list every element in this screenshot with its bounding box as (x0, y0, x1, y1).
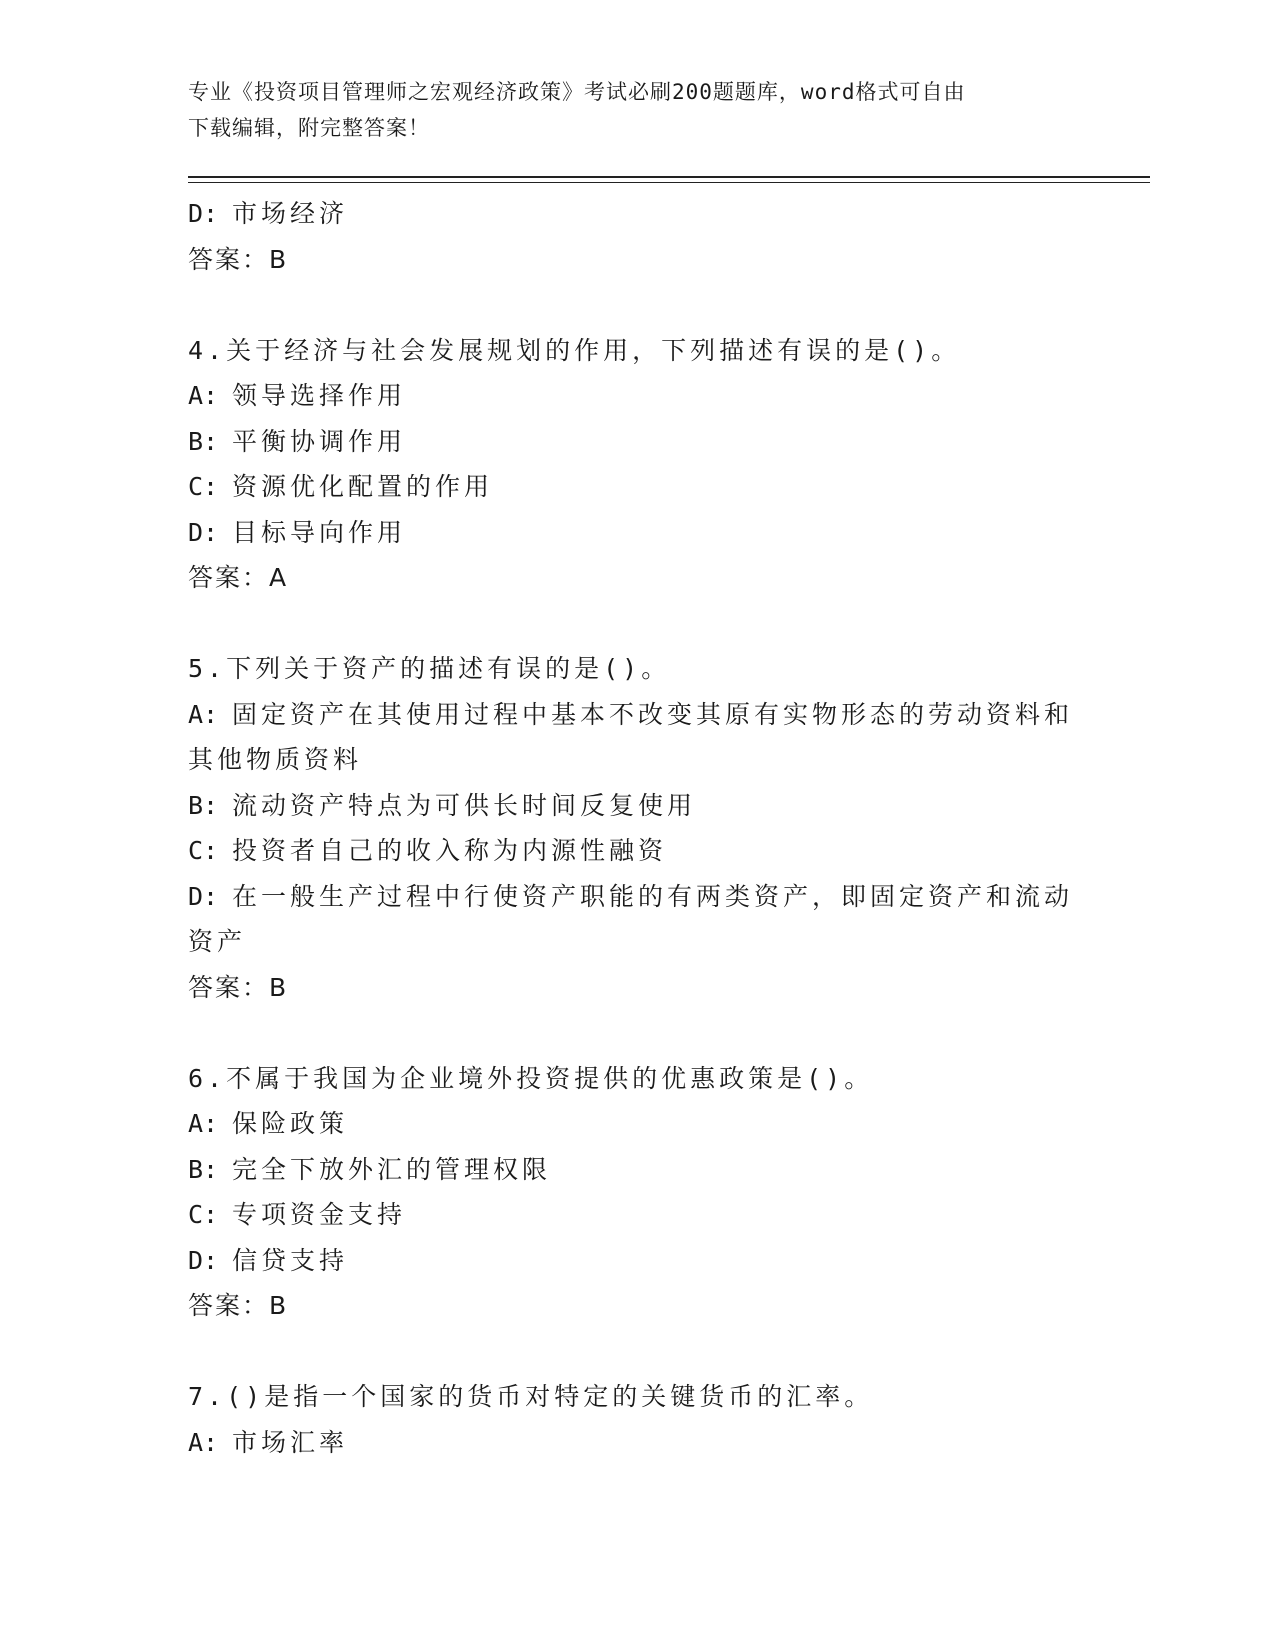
header-divider-thin (188, 182, 1150, 183)
option-b (188, 783, 1078, 829)
answer-line: 答案：B (188, 972, 289, 1002)
option-label: B: (188, 1154, 219, 1184)
option-text: 保险政策 (232, 1109, 349, 1138)
option-b (188, 1147, 1078, 1193)
option-label: D: (188, 881, 219, 911)
option-label: A: (188, 699, 219, 729)
option-d (188, 510, 1078, 556)
answer-line: 答案：A (188, 563, 289, 592)
option-text: 投资者自己的收入称为内源性融资 (232, 836, 668, 865)
question-stem: 4.关于经济与社会发展规划的作用，下列描述有误的是()。 (188, 335, 961, 365)
option-label: C: (188, 472, 219, 501)
question-stem: 7.()是指一个国家的货币对特定的关键货币的汇率。 (188, 1382, 874, 1411)
option-text: 在一般生产过程中行使资产职能的有两类资产，即固定资产和流动 (232, 881, 1074, 911)
option-c (188, 1192, 1078, 1238)
spacer (188, 601, 1078, 647)
answer-line: 答案：B (188, 244, 289, 274)
question-stem: 6.不属于我国为企业境外投资提供的优惠政策是()。 (188, 1063, 874, 1093)
option-text: 市场经济 (232, 199, 349, 228)
header-divider-thick (188, 176, 1150, 178)
spacer (188, 1010, 1078, 1056)
document-header (188, 74, 1068, 146)
option-label: C: (188, 1200, 219, 1229)
option-a (188, 692, 1078, 738)
option-text: 领导选择作用 (232, 381, 407, 410)
option-d (188, 1238, 1078, 1284)
option-c (188, 828, 1078, 874)
option-label: D: (188, 517, 219, 547)
header-line-1: 专业《投资项目管理师之宏观经济政策》考试必刷200题题库，word格式可自由 (188, 80, 966, 104)
option-text: 平衡协调作用 (232, 426, 407, 456)
spacer (188, 1329, 1078, 1375)
option-label: D: (188, 199, 219, 228)
option-text: 资源优化配置的作用 (232, 472, 494, 501)
spacer (188, 282, 1078, 328)
option-a (188, 373, 1078, 419)
option-text: 完全下放外汇的管理权限 (232, 1154, 552, 1184)
option-text: 信贷支持 (232, 1245, 349, 1275)
option-label: A: (188, 1109, 219, 1138)
option-label: B: (188, 426, 219, 456)
option-label: C: (188, 836, 219, 865)
option-a (188, 1420, 1078, 1466)
option-b (188, 419, 1078, 465)
option-text: 目标导向作用 (232, 517, 407, 547)
option-d (188, 191, 1078, 237)
option-text: 专项资金支持 (232, 1200, 407, 1229)
option-a (188, 1101, 1078, 1147)
option-text: 流动资产特点为可供长时间反复使用 (232, 790, 697, 820)
option-label: B: (188, 790, 219, 820)
header-line-2: 下载编辑，附完整答案！ (188, 116, 430, 140)
option-text: 固定资产在其使用过程中基本不改变其原有实物形态的劳动资料和 (232, 699, 1074, 729)
option-a-continuation: 其他物质资料 (188, 745, 363, 774)
option-label: D: (188, 1245, 219, 1275)
question-list (188, 191, 1078, 1465)
option-c (188, 464, 1078, 510)
option-label: A: (188, 1427, 219, 1457)
option-d (188, 874, 1078, 920)
question-stem: 5.下列关于资产的描述有误的是()。 (188, 654, 671, 683)
answer-line: 答案：B (188, 1291, 289, 1320)
option-label: A: (188, 381, 219, 410)
option-d-continuation: 资产 (188, 927, 247, 956)
option-text: 市场汇率 (232, 1427, 349, 1457)
